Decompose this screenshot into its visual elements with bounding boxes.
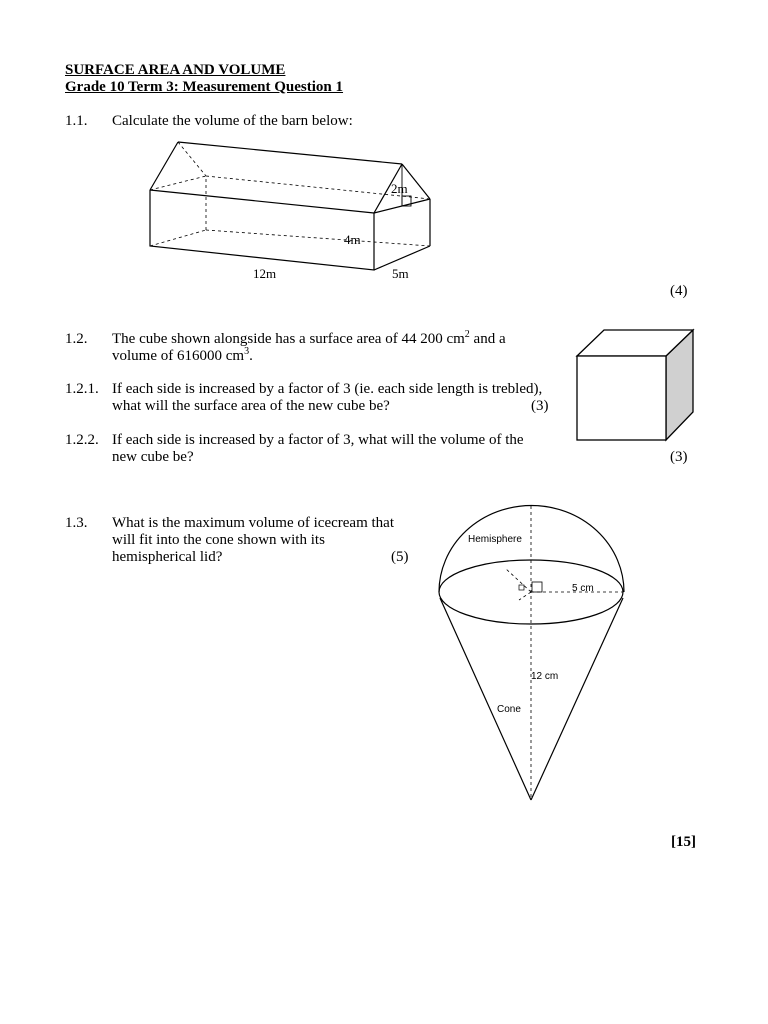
marks: (3)	[531, 398, 549, 414]
barn-depth-label: 5m	[392, 266, 409, 281]
marks: (5)	[391, 549, 409, 565]
question-text: will fit into the cone shown with its	[112, 532, 325, 548]
question-text: new cube be?	[112, 449, 194, 465]
barn-length-label: 12m	[253, 266, 277, 281]
marks: (4)	[670, 283, 688, 299]
question-text: If each side is increased by a factor of 3 (ie. each side length is trebled),	[112, 381, 543, 397]
radius-label: 5 cm	[572, 583, 594, 594]
page-title: SURFACE AREA AND VOLUME	[65, 62, 286, 78]
question-number: 1.2.	[65, 331, 88, 347]
question-text: What is the maximum volume of icecream that	[112, 515, 394, 531]
question-text: what will the surface area of the new cube be?	[112, 398, 390, 414]
question-text: volume of 616000 $cm^3$.	[112, 346, 253, 364]
question-number: 1.2.1.	[65, 381, 99, 397]
cone-label: Cone	[497, 704, 521, 715]
question-text: The cube shown alongside has a surface area of 44 200 $cm^2$ and a	[112, 329, 506, 347]
hemisphere-label: Hemisphere	[468, 534, 522, 545]
page-subtitle: Grade 10 Term 3: Measurement Question 1	[65, 79, 344, 95]
barn-width-label: 4m	[344, 232, 361, 247]
question-text: If each side is increased by a factor of 3, what will the volume of the	[112, 432, 524, 448]
question-number: 1.3.	[65, 515, 88, 531]
marks: (3)	[670, 449, 688, 465]
question-text: hemispherical lid?	[112, 549, 223, 565]
barn-height-label: 2m	[391, 181, 408, 196]
question-text: Calculate the volume of the barn below:	[112, 113, 353, 129]
height-label: 12 cm	[531, 671, 559, 682]
total-marks: [15]	[671, 834, 696, 850]
question-number: 1.2.2.	[65, 432, 99, 448]
question-number: 1.1.	[65, 113, 88, 129]
